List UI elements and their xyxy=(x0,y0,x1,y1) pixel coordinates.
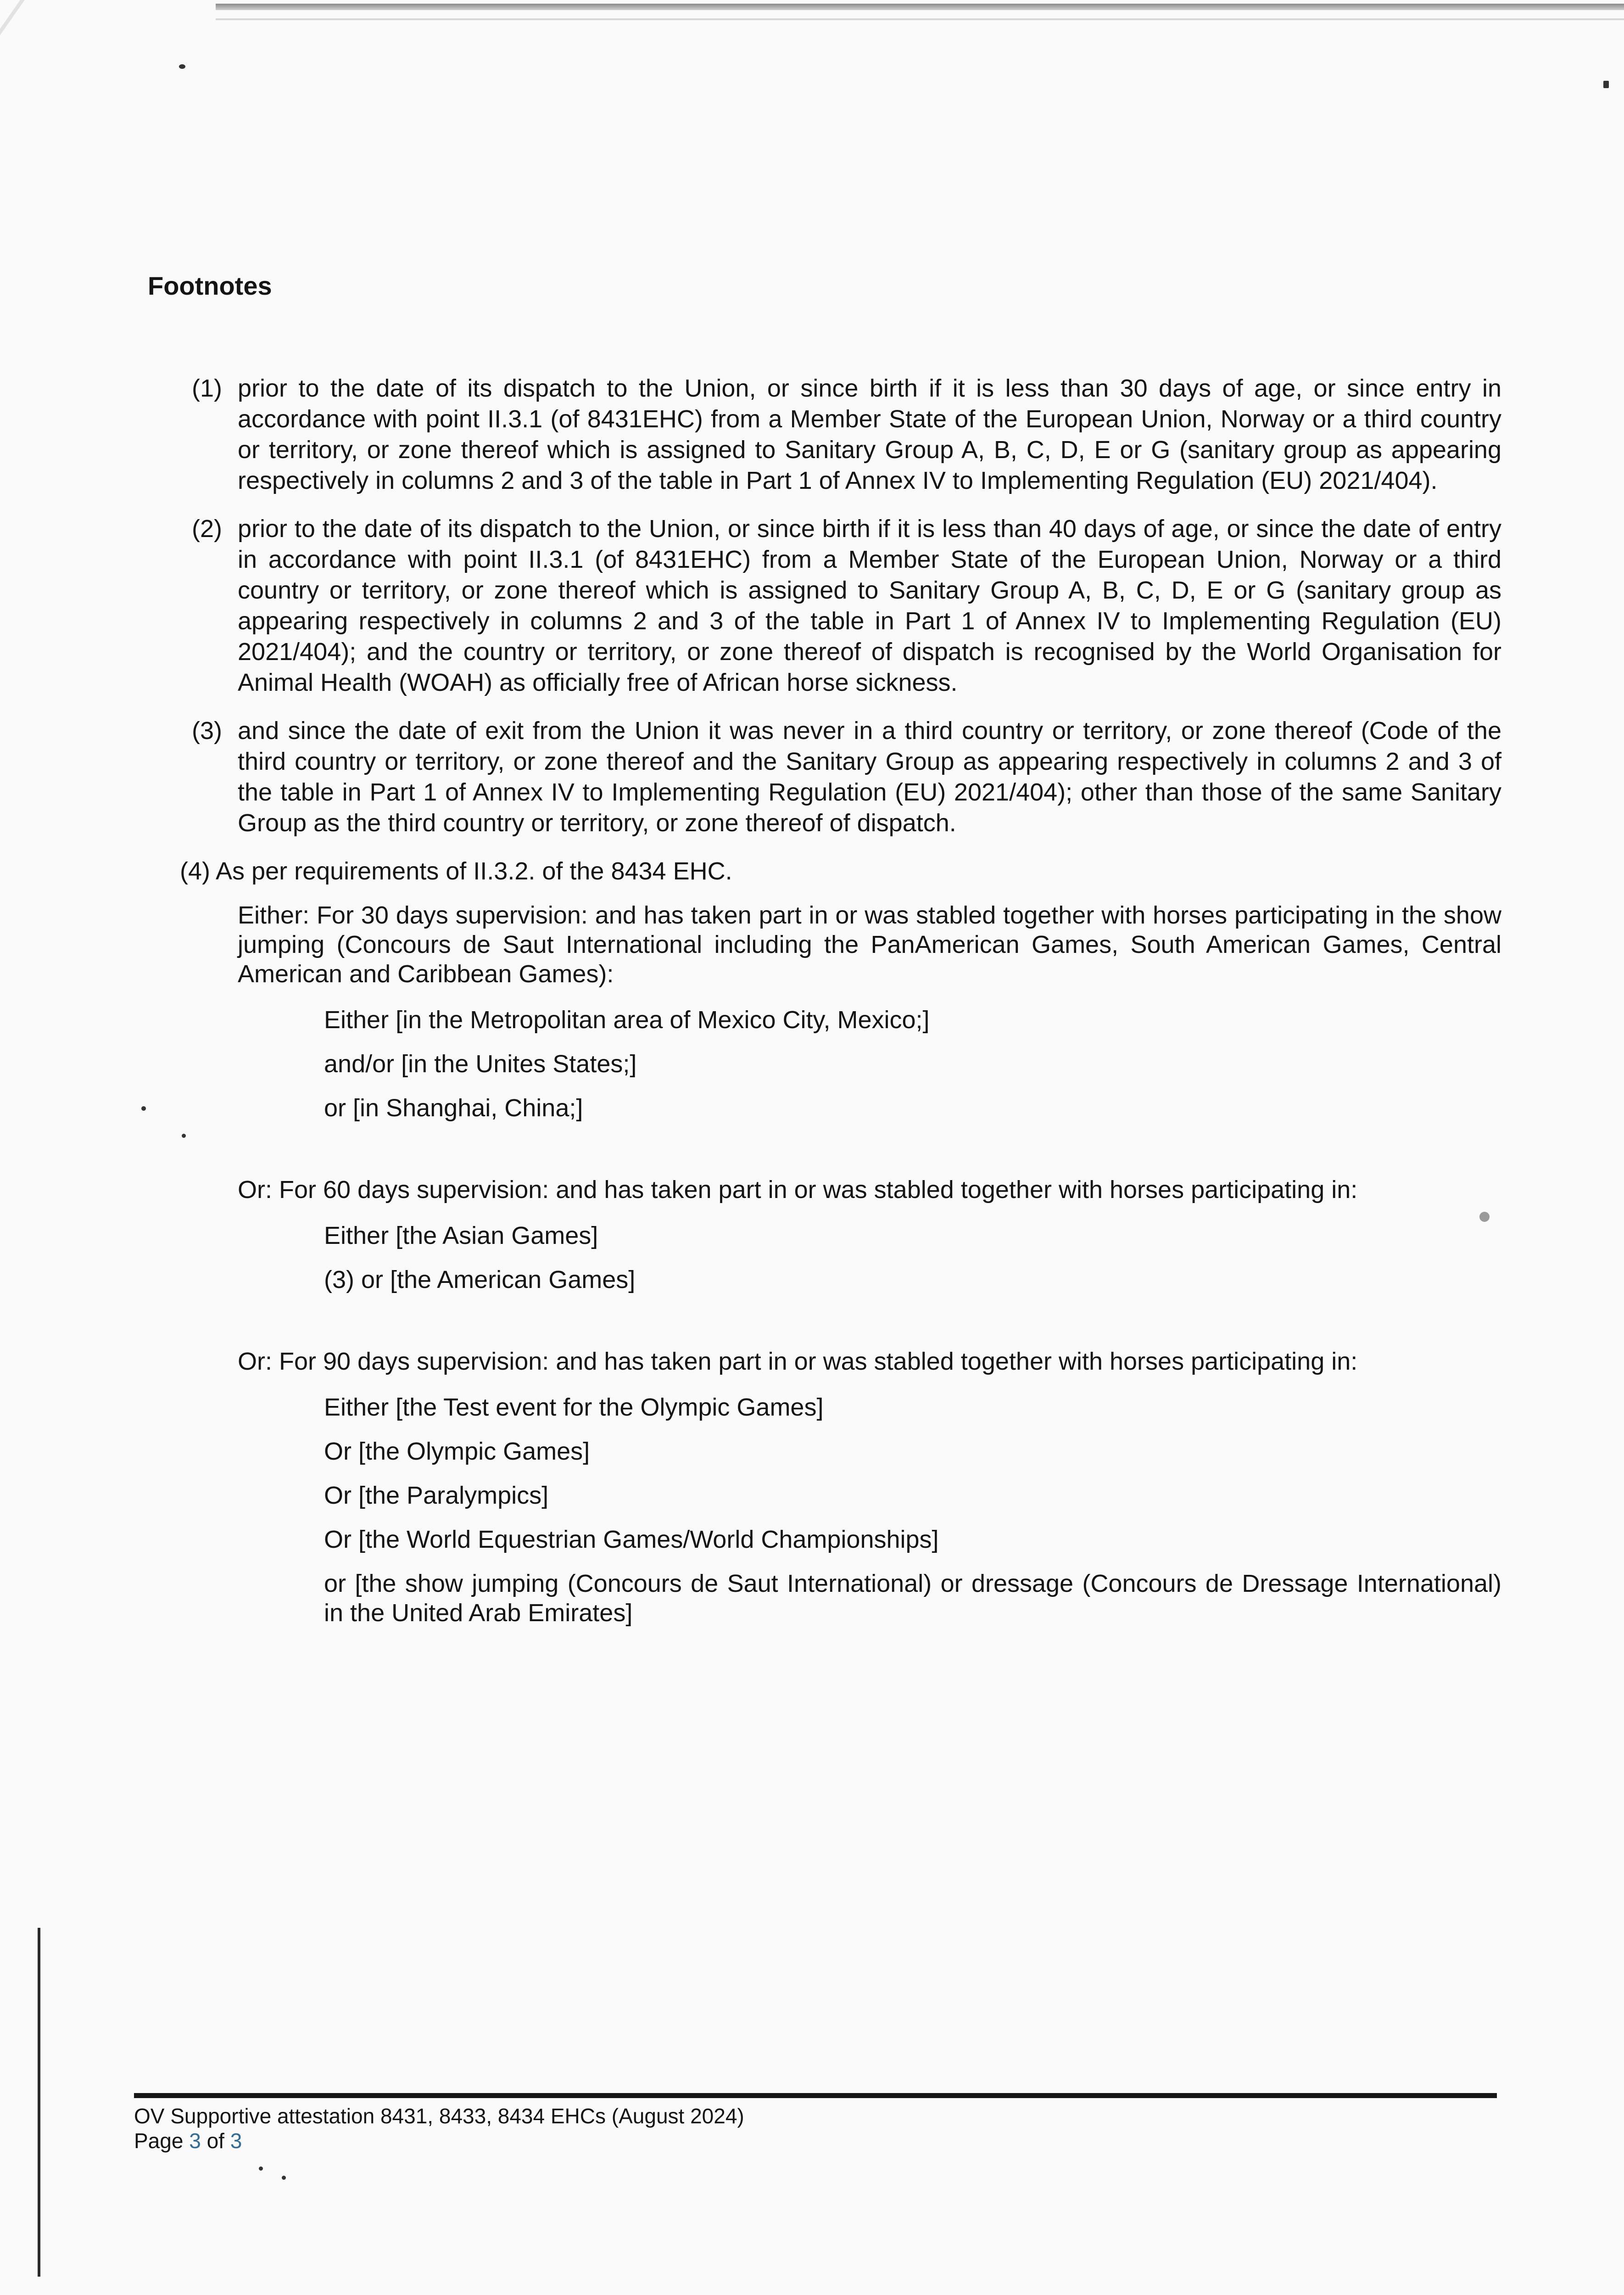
footnote-text: prior to the date of its dispatch to the Union, or since birth if it is less than 30 days of age, or since entry in accordance with point II.3.1 (of 8431EHC) from a Member State of the European Union, Norway or a third country or territory, or zone thereof which is assigned to Sanitary Group A, B, C, D, E or G (sanitary group as appearing respectively in columns 2 and 3 of the table in Part 1 of Annex IV to Implementing Regulation (EU) 2021/404). xyxy=(238,375,1501,494)
supervision-30-days-text: Either: For 30 days supervision: and has taken part in or was stabled together with horses participating in the show jumping (Concours de Saut International including the PanAmerican Games, South American Games, Central American and Caribbean Games): xyxy=(238,901,1501,988)
scan-edge-left xyxy=(38,1928,40,2277)
page-current: 3 xyxy=(189,2129,201,2153)
footnote-number: (2) xyxy=(192,515,222,543)
footnote-text: and since the date of exit from the Union it was never in a third country or territory, or zone thereof (Code of the third country or territory, or zone thereof and the Sanitary Group as appearing respectively in columns 2 and 3 of the table in Part 1 of Annex IV to Implementing Regulation (EU) 2021/404); other than those of the same Sanitary Group as the third country or territory, or zone thereof of dispatch. xyxy=(238,717,1501,837)
page-total: 3 xyxy=(230,2129,242,2153)
option-30-united-states: and/or [in the Unites States;] xyxy=(324,1050,637,1078)
scan-edge-top xyxy=(216,4,1624,10)
scan-speck xyxy=(259,2166,263,2171)
footnote-1 xyxy=(148,373,1501,496)
page-footer xyxy=(134,2093,1497,2153)
option-30-mexico: Either [in the Metropolitan area of Mexico City, Mexico;] xyxy=(324,1006,930,1034)
footnote-number: (3) xyxy=(192,717,222,744)
option-60-american-games: (3) or [the American Games] xyxy=(324,1266,636,1293)
page-label: Page xyxy=(134,2129,184,2153)
scan-speck xyxy=(141,1106,146,1111)
option-30-shanghai: or [in Shanghai, China;] xyxy=(324,1094,583,1122)
option-90-uae-show-jumping: or [the show jumping (Concours de Saut International) or dressage (Concours de Dressage International) in the United Arab Emirates] xyxy=(324,1570,1501,1627)
footnotes-heading: Footnotes xyxy=(148,271,272,300)
scan-speck xyxy=(179,64,185,69)
option-60-asian-games: Either [the Asian Games] xyxy=(324,1222,598,1249)
footnote-text: prior to the date of its dispatch to the Union, or since birth if it is less than 40 days of age, or since the date of entry in accordance with point II.3.1 (of 8431EHC) from a Member State of the European Union, Norway or a third country or territory, or zone thereof which is assigned to Sanitary Group A, B, C, D, E or G (sanitary group as appearing respectively in columns 2 and 3 of the table in Part 1 of Annex IV to Implementing Regulation (EU) 2021/404); and the country or territory, or zone thereof of dispatch is recognised by the World Organisation for Animal Health (WOAH) as officially free of African horse sickness. xyxy=(238,515,1501,696)
scan-speck xyxy=(1603,81,1609,88)
scan-speck xyxy=(282,2176,286,2180)
footer-title: OV Supportive attestation 8431, 8433, 8434 EHCs (August 2024) xyxy=(134,2104,744,2128)
supervision-60-days-text: Or: For 60 days supervision: and has taken part in or was stabled together with horses participating in: xyxy=(238,1176,1358,1203)
scan-edge-top-faint xyxy=(216,18,1624,20)
option-90-paralympics: Or [the Paralympics] xyxy=(324,1482,549,1509)
footer-rule xyxy=(134,2093,1497,2098)
option-90-olympic-games: Or [the Olympic Games] xyxy=(324,1438,590,1465)
option-90-world-equestrian-games: Or [the World Equestrian Games/World Championships] xyxy=(324,1526,939,1553)
footnote-2 xyxy=(148,514,1501,698)
page-of-label: of xyxy=(206,2129,224,2153)
footnote-4-heading: (4) As per requirements of II.3.2. of the 8434 EHC. xyxy=(180,857,732,885)
footnote-3 xyxy=(148,716,1501,839)
option-90-olympic-test-event: Either [the Test event for the Olympic Games] xyxy=(324,1394,824,1421)
page-number xyxy=(134,2128,1497,2153)
footnote-number: (1) xyxy=(192,375,222,402)
scan-page-fold xyxy=(0,0,122,57)
supervision-90-days-text: Or: For 90 days supervision: and has taken part in or was stabled together with horses participating in: xyxy=(238,1348,1358,1375)
document-body xyxy=(148,271,1501,1642)
